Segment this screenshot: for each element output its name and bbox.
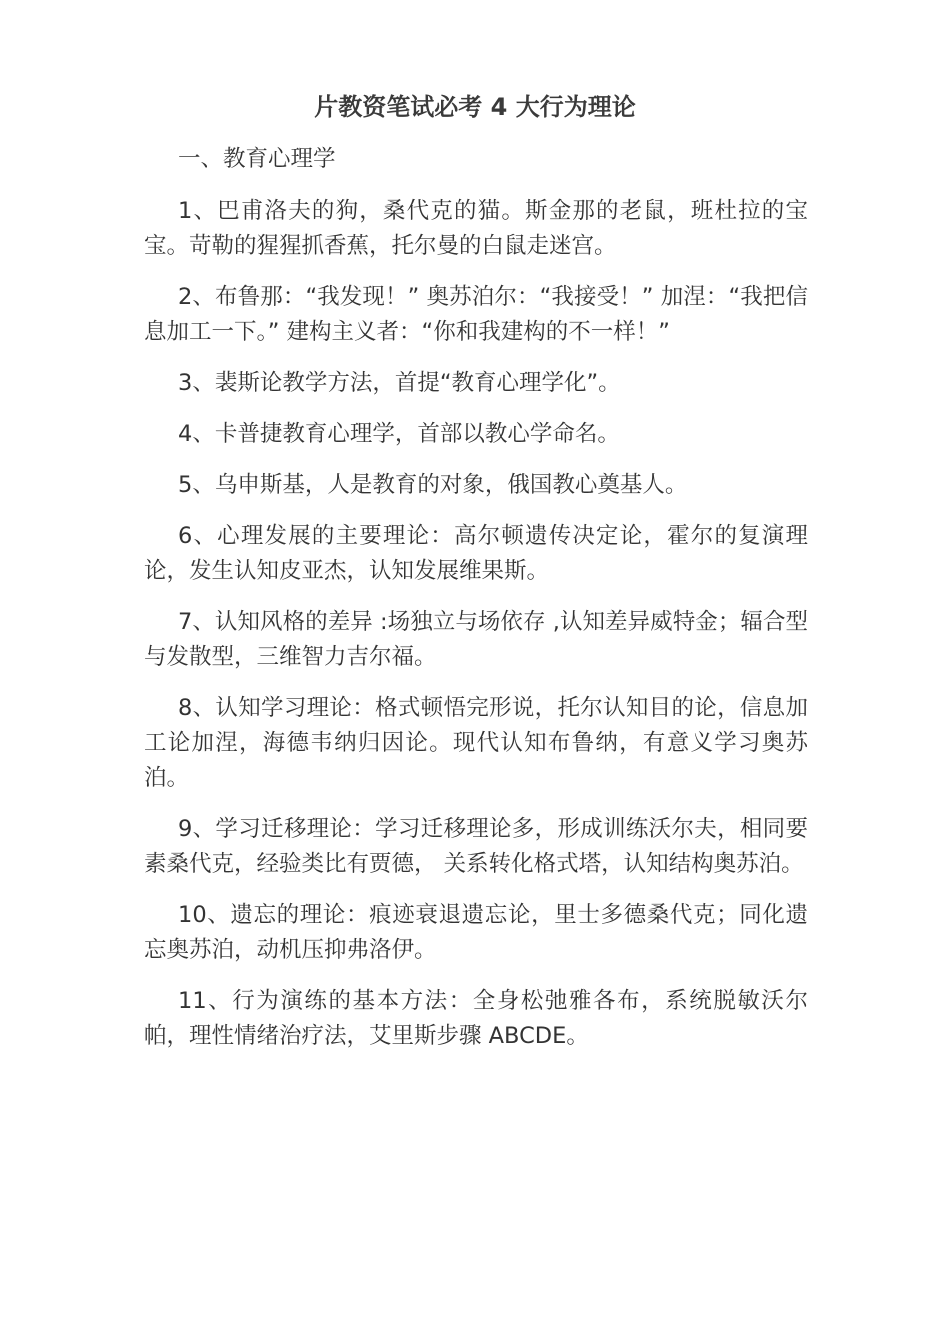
paragraph-7: 7、认知风格的差异 :场独立与场依存 ,认知差异威特金；辐合型与发散型，三维智力吉尔福。 (144, 609, 808, 670)
paragraph-8: 8、认知学习理论：格式顿悟完形说，托尔认知目的论，信息加工论加涅，海德韦纳归因论。现代认知布鲁纳，有意义学习奥苏泊。 (144, 695, 808, 791)
paragraph-9: 9、学习迁移理论：学习迁移理论多，形成训练沃尔夫，相同要素桑代克，经验类比有贾德， 关系转化格式塔，认知结构奥苏泊。 (144, 816, 808, 877)
document-title: 片教资笔试必考 4 大行为理论 (314, 93, 636, 121)
paragraph-1: 1、巴甫洛夫的狗，桑代克的猫。斯金那的老鼠，班杜拉的宝宝。苛勒的猩猩抓香蕉，托尔曼的白鼠走迷宫。 (144, 198, 808, 259)
paragraph-4: 4、卡普捷教育心理学，首部以教心学命名。 (178, 421, 620, 447)
paragraph-3: 3、裴斯论教学方法，首提“教育心理学化”。 (178, 370, 621, 396)
document-body (144, 142, 808, 1070)
section-heading: 一、教育心理学 (178, 146, 336, 172)
paragraph-5: 5、乌申斯基，人是教育的对象，俄国教心奠基人。 (178, 472, 688, 498)
paragraph-6: 6、心理发展的主要理论：高尔顿遗传决定论，霍尔的复演理论，发生认知皮亚杰，认知发展维果斯。 (144, 523, 808, 584)
paragraph-2: 2、布鲁那：“我发现！” 奥苏泊尔：“我接受！” 加涅：“我把信息加工一下。” 建构主义者：“你和我建构的不一样！” (144, 284, 808, 345)
paragraph-10: 10、遗忘的理论：痕迹衰退遗忘论，里士多德桑代克；同化遗忘奥苏泊，动机压抑弗洛伊。 (144, 902, 808, 963)
paragraph-11: 11、行为演练的基本方法：全身松弛雅各布，系统脱敏沃尔帕，理性情绪治疗法，艾里斯步骤 ABCDE。 (144, 988, 808, 1049)
